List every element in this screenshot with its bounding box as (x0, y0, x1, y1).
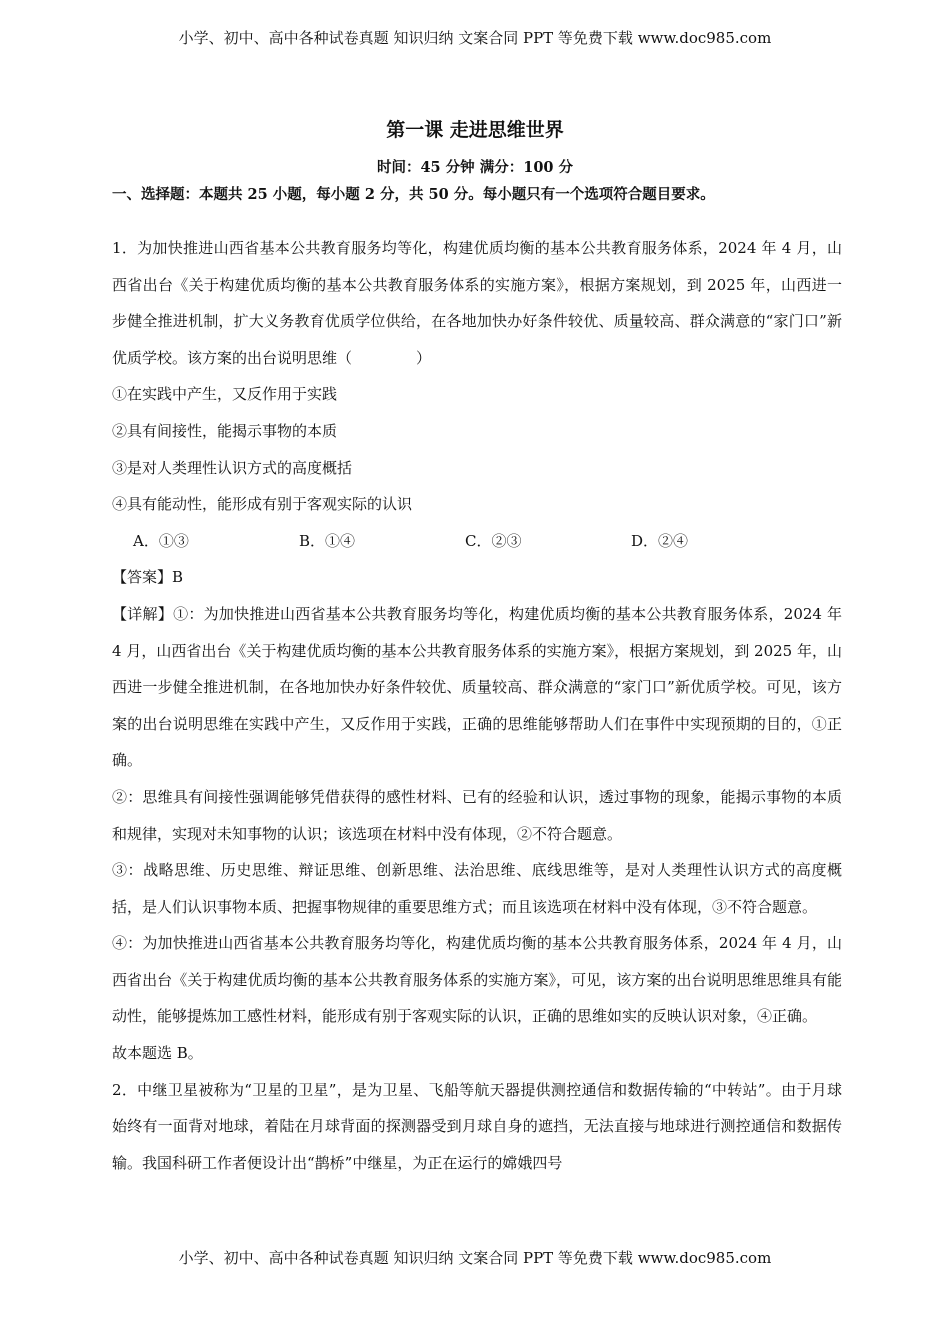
option-b: B．①④ (299, 531, 356, 550)
header-banner: 小学、初中、高中各种试卷真题 知识归纳 文案合同 PPT 等免费下载 www.doc985.com (178, 29, 772, 47)
statement-3: ③是对人类理性认识方式的高度概括 (112, 458, 353, 477)
explanation-conclusion: 故本题选 B。 (112, 1044, 203, 1063)
answer-options (112, 523, 842, 560)
answer-line: 【答案】B (112, 568, 184, 587)
explanation-2: ②：思维具有间接性强调能够凭借获得的感性材料、已有的经验和认识，透过事物的现象，能揭示事物的本质和规律，实现对未知事物的认识；该选项在材料中没有体现，②不符合题意。 (112, 787, 842, 843)
option-d: D．②④ (631, 531, 689, 550)
explanation-1: 【详解】①：为加快推进山西省基本公共教育服务均等化，构建优质均衡的基本公共教育服务体系，2024 年 4 月，山西省出台《关于构建优质均衡的基本公共教育服务体系的实施方案》，根据方案规划，到 2025 年，山西进一步健全推进机制，在各地加快办好条件较优、质量较高、群众满意的“家门口”新优质学校。可见，该方案的出台说明思维在实践中产生，又反作用于实践，正确的思维能够帮助人们在事件中实现预期的目的，①正确。 (112, 604, 842, 770)
exam-info: 时间：45 分钟 满分：100 分 (376, 159, 574, 176)
statement-2: ②具有间接性，能揭示事物的本质 (112, 421, 338, 440)
question-1-stem-close: ） (416, 348, 432, 367)
question-content (112, 230, 842, 1181)
footer-banner: 小学、初中、高中各种试卷真题 知识归纳 文案合同 PPT 等免费下载 www.doc985.com (178, 1249, 772, 1267)
explanation-4: ④：为加快推进山西省基本公共教育服务均等化，构建优质均衡的基本公共教育服务体系，2024 年 4 月，山西省出台《关于构建优质均衡的基本公共教育服务体系的实施方案》，可见，该方案的出台说明思维思维具有能动性，能够提炼加工感性材料，能形成有别于客观实际的认识，正确的思维如实的反映认识对象，④正确。 (112, 934, 842, 1026)
page-title: 第一课 走进思维世界 (386, 119, 564, 141)
section-heading: 一、选择题：本题共 25 小题，每小题 2 分，共 50 分。每小题只有一个选项符合题目要求。 (112, 186, 715, 203)
statement-4: ④具有能动性，能形成有别于客观实际的认识 (112, 495, 413, 514)
statement-1: ①在实践中产生，又反作用于实践 (112, 385, 338, 404)
question-1-stem (112, 230, 842, 376)
question-1-stem-text: 1．为加快推进山西省基本公共教育服务均等化，构建优质均衡的基本公共教育服务体系，2024 年 4 月，山西省出台《关于构建优质均衡的基本公共教育服务体系的实施方案》，根据方案规划，到 2025 年，山西进一步健全推进机制，扩大义务教育优质学位供给，在各地加快办好条件较优、质量较高、群众满意的“家门口”新优质学校。该方案的出台说明思维（ (112, 239, 842, 367)
explanation-3: ③：战略思维、历史思维、辩证思维、创新思维、法治思维、底线思维等，是对人类理性认识方式的高度概括，是人们认识事物本质、把握事物规律的重要思维方式；而且该选项在材料中没有体现，③不符合题意。 (112, 861, 842, 916)
option-c: C．②③ (465, 531, 522, 550)
option-a: A．①③ (133, 531, 189, 550)
question-2-stem: 2．中继卫星被称为“卫星的卫星”，是为卫星、飞船等航天器提供测控通信和数据传输的“中转站”。由于月球始终有一面背对地球，着陆在月球背面的探测器受到月球自身的遮挡，无法直接与地球进行测控通信和数据传输。我国科研工作者便设计出“鹊桥”中继星，为正在运行的嫦娥四号 (112, 1080, 842, 1172)
